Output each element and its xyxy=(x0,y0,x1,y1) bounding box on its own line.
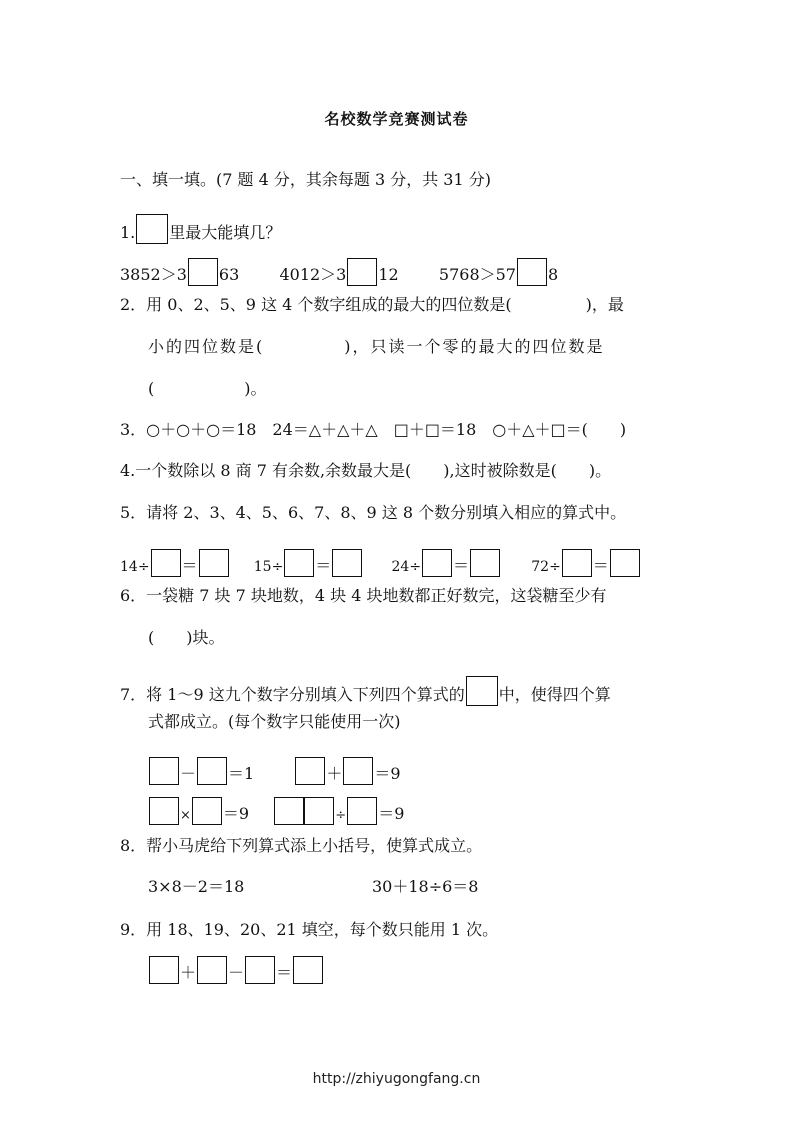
equation-result: ＝1 xyxy=(228,764,255,783)
minus-sign: － xyxy=(180,764,197,783)
minus-sign: － xyxy=(228,963,245,982)
answer-box[interactable] xyxy=(347,797,377,825)
question-1-text: 里最大能填几？ xyxy=(169,223,282,242)
plus-sign: ＋ xyxy=(180,963,197,982)
question-7-line-2: 式都成立。(每个数字只能使用一次) xyxy=(148,712,401,731)
question-5-equations xyxy=(120,549,641,577)
answer-box[interactable] xyxy=(610,549,640,577)
equals-sign: ＝ xyxy=(315,556,332,575)
answer-box[interactable] xyxy=(343,757,373,785)
q1-item-3-after: 8 xyxy=(548,265,559,284)
page-title: 名校数学竞赛测试卷 xyxy=(324,110,469,128)
plus-sign: ＋ xyxy=(326,764,343,783)
answer-box[interactable] xyxy=(197,956,227,984)
q1-item-2-after: 12 xyxy=(378,265,399,284)
answer-box[interactable] xyxy=(149,956,179,984)
answer-box[interactable] xyxy=(293,956,323,984)
question-8: 8．帮小马虎给下列算式添上小括号，使算式成立。 xyxy=(120,836,483,855)
answer-box[interactable] xyxy=(332,549,362,577)
question-5: 5．请将 2、3、4、5、6、7、8、9 这 8 个数分别填入相应的算式中。 xyxy=(120,503,627,522)
answer-box[interactable] xyxy=(149,797,179,825)
q1-item-1-before: 3852＞3 xyxy=(120,265,187,284)
footer-url[interactable]: http://zhiyugongfang.cn xyxy=(312,1071,481,1087)
question-9-equation xyxy=(148,956,324,984)
answer-box[interactable] xyxy=(245,956,275,984)
question-8-expression-2: 30＋18÷6＝8 xyxy=(372,877,479,896)
answer-box[interactable] xyxy=(562,549,592,577)
question-7-row-1 xyxy=(148,757,401,785)
answer-box[interactable] xyxy=(304,797,334,825)
question-6-line-2: ( )块。 xyxy=(148,628,225,647)
answer-box[interactable] xyxy=(151,549,181,577)
equation-result: ＝9 xyxy=(378,804,405,823)
answer-box[interactable] xyxy=(192,797,222,825)
question-4: 4.一个数除以 8 商 7 有余数,余数最大是( ),这时被除数是( )。 xyxy=(120,461,612,480)
q1-item-1-after: 63 xyxy=(218,265,240,284)
equals-sign: ＝ xyxy=(181,556,198,575)
question-3: 3．○＋○＋○＝18 24＝△＋△＋△ □＋□＝18 ○＋△＋□＝( ) xyxy=(120,420,627,439)
question-6-line-1: 6．一袋糖 7 块 7 块地数，4 块 4 块地数都正好数完，这袋糖至少有 xyxy=(120,586,607,605)
answer-box[interactable] xyxy=(517,258,547,286)
section-heading: 一、填一填。(7 题 4 分，其余每题 3 分，共 31 分) xyxy=(120,170,491,189)
example-answer-box xyxy=(136,214,168,244)
answer-box[interactable] xyxy=(284,549,314,577)
q2-text: )。 xyxy=(244,379,267,398)
q7-text: 7．将 1～9 这九个数字分别填入下列四个算式的 xyxy=(120,685,465,704)
equation-result: ＝9 xyxy=(222,804,250,823)
answer-box[interactable] xyxy=(149,757,179,785)
q2-text: )，最 xyxy=(585,295,624,314)
question-1-prompt xyxy=(120,214,281,244)
answer-box[interactable] xyxy=(188,258,218,286)
answer-box[interactable] xyxy=(199,549,229,577)
answer-box[interactable] xyxy=(295,757,325,785)
question-1-number: 1. xyxy=(120,223,136,242)
q2-text: ( xyxy=(148,379,155,398)
answer-box[interactable] xyxy=(274,797,304,825)
times-sign: × xyxy=(180,808,191,823)
q5-eq-1-prefix: 14÷ xyxy=(120,559,150,575)
answer-box[interactable] xyxy=(197,757,227,785)
answer-box[interactable] xyxy=(347,258,377,286)
equation-result: ＝9 xyxy=(374,764,401,783)
question-7-line-1 xyxy=(120,676,611,706)
q2-text: 2．用 0、2、5、9 这 4 个数字组成的最大的四位数是( xyxy=(120,295,512,314)
equals-sign: ＝ xyxy=(592,556,609,575)
question-2-line-1 xyxy=(120,295,624,315)
q5-eq-4-prefix: 72÷ xyxy=(531,559,561,575)
question-1-items xyxy=(120,258,558,286)
answer-box[interactable] xyxy=(470,549,500,577)
q2-text: )，只读一个零的最大的四位数是 xyxy=(344,337,605,356)
question-9: 9．用 18、19、20、21 填空，每个数只能用 1 次。 xyxy=(120,920,499,939)
equals-sign: ＝ xyxy=(453,556,470,575)
q2-text: 小的四位数是( xyxy=(148,337,265,356)
q5-eq-2-prefix: 15÷ xyxy=(253,559,284,575)
q7-text: 中，使得四个算 xyxy=(498,685,611,704)
answer-box[interactable] xyxy=(422,549,452,577)
question-7-row-2 xyxy=(148,797,404,826)
q1-item-3-before: 5768＞57 xyxy=(438,265,516,284)
q5-eq-3-prefix: 24÷ xyxy=(391,559,422,575)
example-answer-box xyxy=(466,676,498,706)
divide-sign: ÷ xyxy=(335,808,347,823)
question-2-line-2 xyxy=(148,337,605,357)
question-8-expression-1: 3×8－2＝18 xyxy=(148,877,245,896)
question-2-line-3 xyxy=(148,379,267,399)
equals-sign: ＝ xyxy=(276,963,293,982)
q1-item-2-before: 4012＞3 xyxy=(279,265,347,284)
